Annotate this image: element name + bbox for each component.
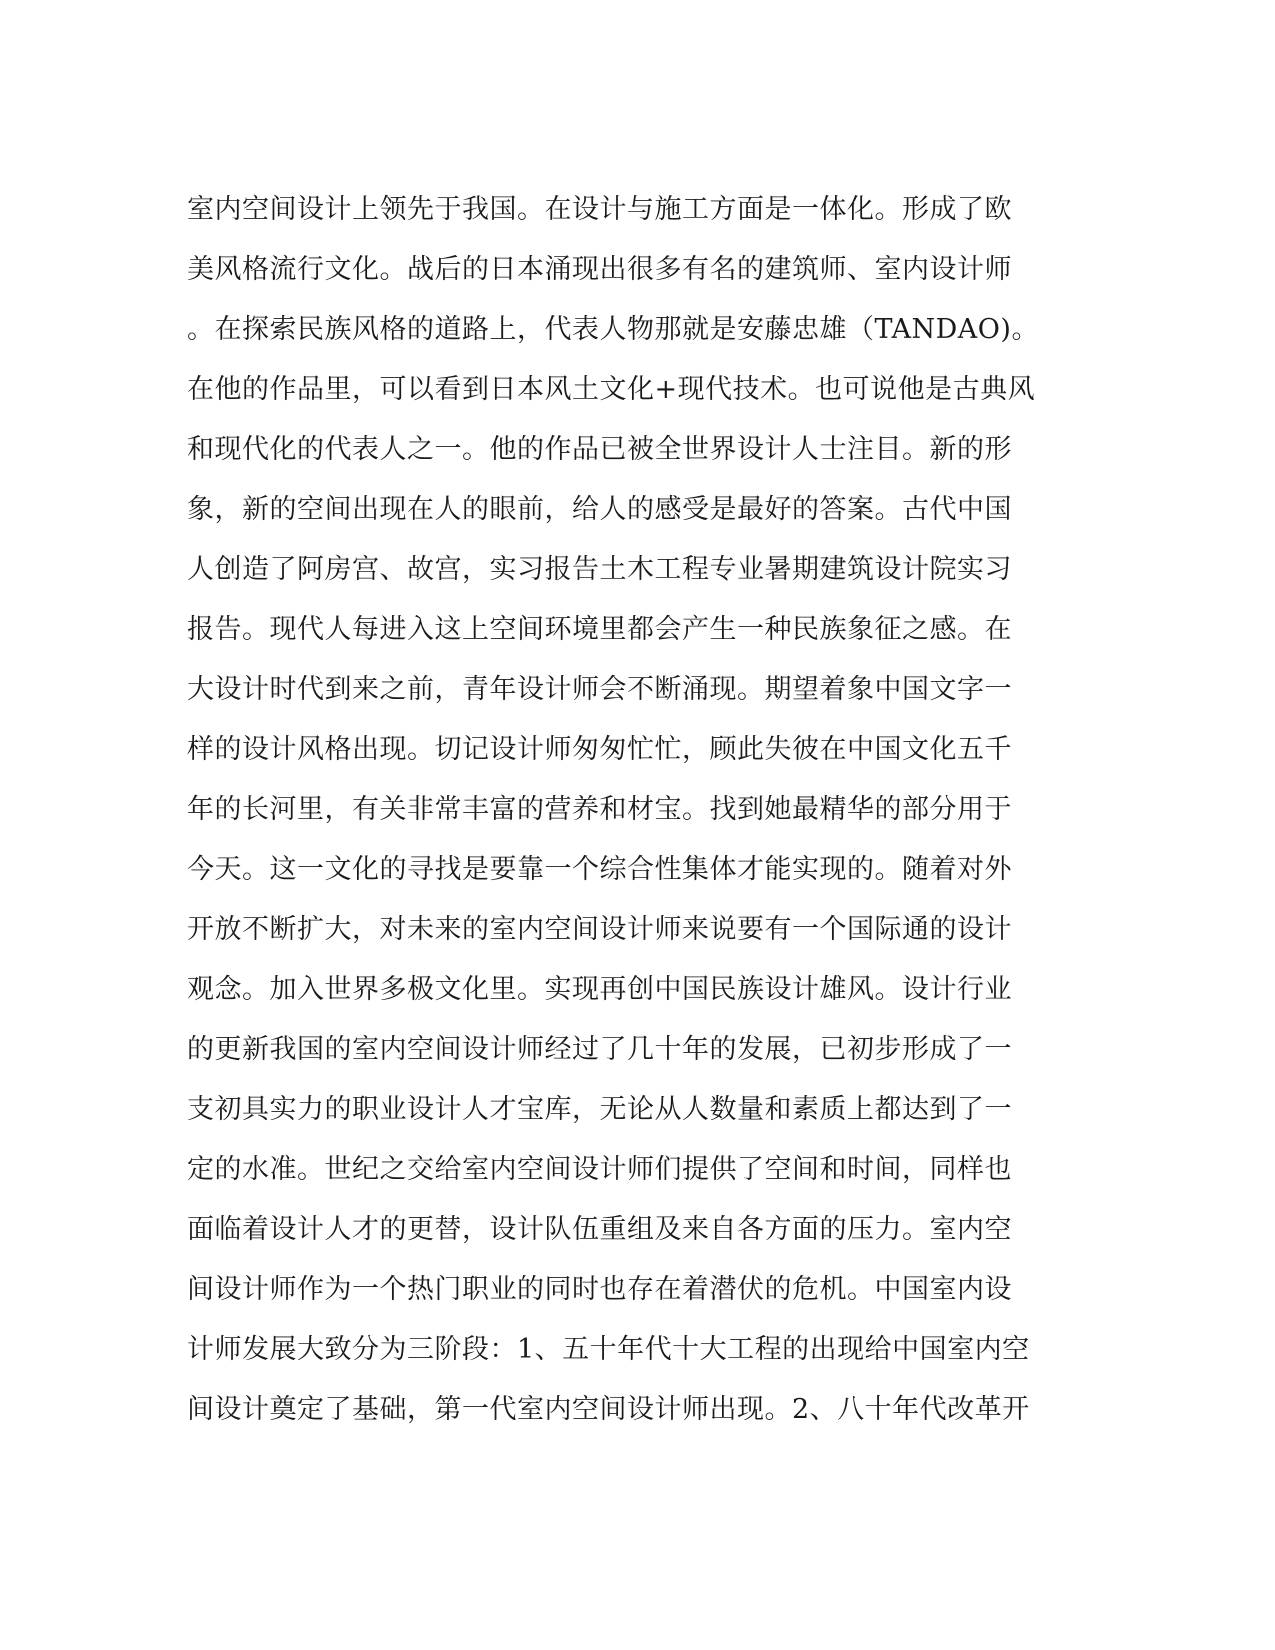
text-line: 。在探索民族风格的道路上，代表人物那就是安藤忠雄（TANDAO)。 xyxy=(187,314,1039,345)
text-line: 美风格流行文化。战后的日本涌现出很多有名的建筑师、室内设计师 xyxy=(187,254,1012,285)
text-line: 支初具实力的职业设计人才宝库，无论从人数量和素质上都达到了一 xyxy=(187,1094,1012,1125)
text-line: 人创造了阿房宫、故宫，实习报告土木工程专业暑期建筑设计院实习 xyxy=(187,554,1012,585)
text-line: 室内空间设计上领先于我国。在设计与施工方面是一体化。形成了欧 xyxy=(187,194,1012,225)
body-paragraph xyxy=(187,188,1067,1448)
text-line: 间设计奠定了基础，第一代室内空间设计师出现。2、八十年代改革开 xyxy=(187,1394,1030,1425)
text-line: 今天。这一文化的寻找是要靠一个综合性集体才能实现的。随着对外 xyxy=(187,854,1012,885)
text-line: 间设计师作为一个热门职业的同时也存在着潜伏的危机。中国室内设 xyxy=(187,1274,1012,1305)
text-line: 象，新的空间出现在人的眼前，给人的感受是最好的答案。古代中国 xyxy=(187,494,1012,525)
text-line: 在他的作品里，可以看到日本风土文化+现代技术。也可说他是古典风 xyxy=(187,374,1036,405)
text-line: 大设计时代到来之前，青年设计师会不断涌现。期望着象中国文字一 xyxy=(187,674,1012,705)
text-line: 和现代化的代表人之一。他的作品已被全世界设计人士注目。新的形 xyxy=(187,434,1012,465)
text-line: 年的长河里，有关非常丰富的营养和材宝。找到她最精华的部分用于 xyxy=(187,794,1012,825)
text-line: 开放不断扩大，对未来的室内空间设计师来说要有一个国际通的设计 xyxy=(187,914,1012,945)
text-line: 观念。加入世界多极文化里。实现再创中国民族设计雄风。设计行业 xyxy=(187,974,1012,1005)
text-line: 报告。现代人每进入这上空间环境里都会产生一种民族象征之感。在 xyxy=(187,614,1012,645)
text-line: 面临着设计人才的更替，设计队伍重组及来自各方面的压力。室内空 xyxy=(187,1214,1012,1245)
text-line: 样的设计风格出现。切记设计师匆匆忙忙，顾此失彼在中国文化五千 xyxy=(187,734,1012,765)
text-line: 的更新我国的室内空间设计师经过了几十年的发展，已初步形成了一 xyxy=(187,1034,1012,1065)
text-line: 定的水准。世纪之交给室内空间设计师们提供了空间和时间，同样也 xyxy=(187,1154,1012,1185)
text-line: 计师发展大致分为三阶段：1、五十年代十大工程的出现给中国室内空 xyxy=(187,1334,1030,1365)
